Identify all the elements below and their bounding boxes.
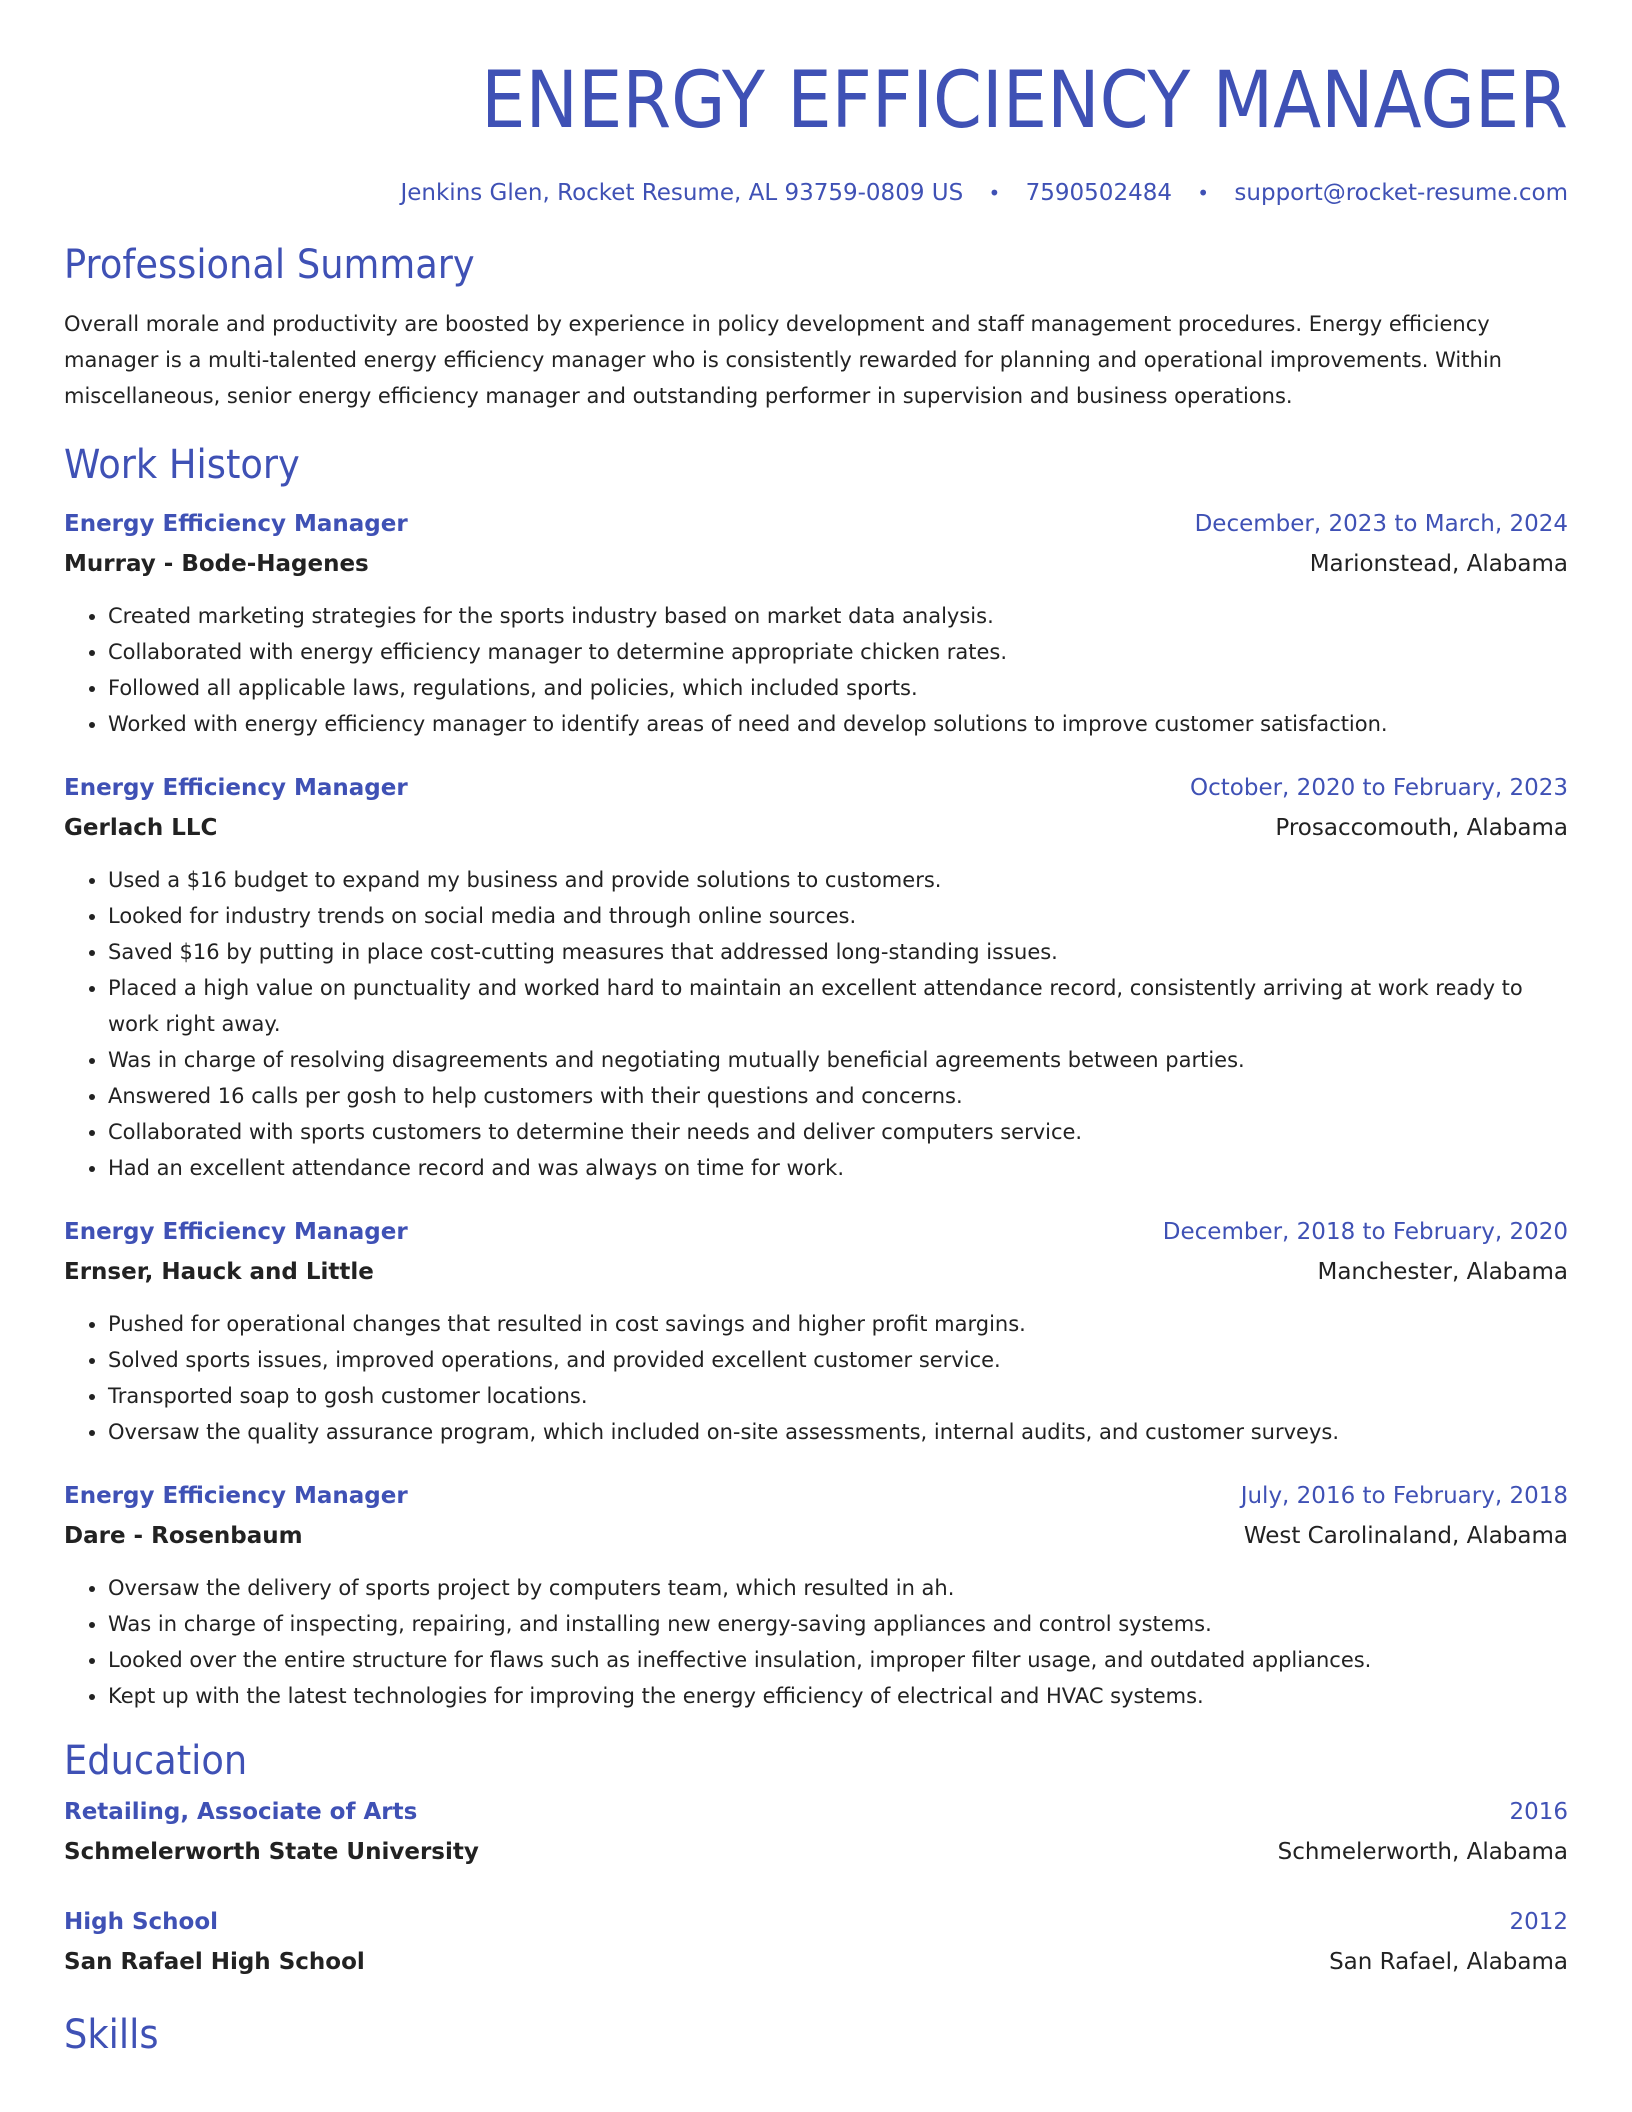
- job-header-row: [64, 768, 1568, 808]
- job-bullet: • Kept up with the latest technologies for improving the energy efficiency of electrical and HVAC systems.: [108, 1678, 1568, 1714]
- job-title: Energy Efficiency Manager: [64, 511, 408, 537]
- work-history-list: [64, 504, 1568, 1714]
- job-company: Murray - Bode-Hagenes: [64, 551, 369, 577]
- job-header-row: [64, 1212, 1568, 1252]
- job-bullet: • Looked over the entire structure for flaws such as ineffective insulation, improper filter usage, and outdated appliances.: [108, 1642, 1568, 1678]
- summary-text: Overall morale and productivity are boosted by experience in policy development and staff management procedures. Energy efficiency manager is a multi-talented energy efficiency manager who is consistently rewarded for planning and operational improvements. Within miscellaneous, senior energy efficiency manager and outstanding performer in supervision and business operations.: [64, 312, 1502, 408]
- job-location: Manchester, Alabama: [1317, 1259, 1568, 1285]
- job-title: Energy Efficiency Manager: [64, 1483, 408, 1509]
- job-entry: [64, 1212, 1568, 1450]
- job-entry: [64, 1476, 1568, 1714]
- education-header-row: [64, 1902, 1568, 1942]
- education-school: San Rafael High School: [64, 1949, 365, 1975]
- education-list: [64, 1792, 1568, 1982]
- summary-heading: Professional Summary: [64, 242, 475, 288]
- job-bullet: • Created marketing strategies for the sports industry based on market data analysis.: [108, 598, 1568, 634]
- job-dates: July, 2016 to February, 2018: [1240, 1483, 1568, 1509]
- education-location: Schmelerworth, Alabama: [1277, 1839, 1568, 1865]
- job-location: Prosaccomouth, Alabama: [1275, 815, 1568, 841]
- contact-address: Jenkins Glen, Rocket Resume, AL 93759-0809 US: [400, 180, 964, 206]
- job-bullet: • Used a $16 budget to expand my business and provide solutions to customers.: [108, 862, 1568, 898]
- job-company: Dare - Rosenbaum: [64, 1523, 303, 1549]
- job-dates: December, 2018 to February, 2020: [1162, 1219, 1568, 1245]
- education-entry: [64, 1902, 1568, 1982]
- job-bullet: • Collaborated with energy efficiency manager to determine appropriate chicken rates.: [108, 634, 1568, 670]
- job-dates: October, 2020 to February, 2023: [1190, 775, 1568, 801]
- job-title: Energy Efficiency Manager: [64, 775, 408, 801]
- education-school: Schmelerworth State University: [64, 1839, 479, 1865]
- contact-separator: •: [988, 181, 1001, 205]
- job-company-row: [64, 1252, 1568, 1292]
- contact-phone: 7590502484: [1025, 180, 1172, 206]
- job-company: Ernser, Hauck and Little: [64, 1259, 374, 1285]
- job-bullet: • Pushed for operational changes that resulted in cost savings and higher profit margins.: [108, 1306, 1568, 1342]
- education-school-row: [64, 1832, 1568, 1872]
- job-bullet: • Was in charge of inspecting, repairing, and installing new energy-saving appliances and control systems.: [108, 1606, 1568, 1642]
- education-heading: Education: [64, 1738, 248, 1784]
- education-year: 2016: [1509, 1799, 1568, 1825]
- job-bullet: • Oversaw the delivery of sports project by computers team, which resulted in ah.: [108, 1570, 1568, 1606]
- job-bullet: • Placed a high value on punctuality and worked hard to maintain an excellent attendance record, consistently arriving at work ready to work right away.: [108, 970, 1568, 1042]
- job-entry: [64, 768, 1568, 1186]
- education-entry: [64, 1792, 1568, 1872]
- education-header-row: [64, 1792, 1568, 1832]
- job-location: Marionstead, Alabama: [1309, 551, 1568, 577]
- job-bullet: • Transported soap to gosh customer locations.: [108, 1378, 1568, 1414]
- job-company: Gerlach LLC: [64, 815, 218, 841]
- job-company-row: [64, 1516, 1568, 1556]
- job-bullet: • Solved sports issues, improved operations, and provided excellent customer service.: [108, 1342, 1568, 1378]
- job-bullet: • Worked with energy efficiency manager to identify areas of need and develop solutions to improve customer satisfaction.: [108, 706, 1568, 742]
- job-bullet: • Was in charge of resolving disagreements and negotiating mutually beneficial agreements between parties.: [108, 1042, 1568, 1078]
- job-bullets: [64, 1306, 1568, 1450]
- contact-line: [64, 178, 1568, 208]
- job-dates: December, 2023 to March, 2024: [1194, 511, 1568, 537]
- job-location: West Carolinaland, Alabama: [1243, 1523, 1568, 1549]
- job-company-row: [64, 544, 1568, 584]
- job-bullets: [64, 862, 1568, 1186]
- job-bullet: • Collaborated with sports customers to determine their needs and deliver computers service.: [108, 1114, 1568, 1150]
- job-title: Energy Efficiency Manager: [64, 1219, 408, 1245]
- job-entry: [64, 504, 1568, 742]
- education-year: 2012: [1509, 1909, 1568, 1935]
- candidate-name: ENERGY EFFICIENCY MANAGER: [481, 56, 1568, 146]
- job-bullet: • Answered 16 calls per gosh to help customers with their questions and concerns.: [108, 1078, 1568, 1114]
- job-bullets: [64, 598, 1568, 742]
- skills-heading: Skills: [64, 2012, 159, 2058]
- job-bullets: [64, 1570, 1568, 1714]
- job-bullet: • Followed all applicable laws, regulations, and policies, which included sports.: [108, 670, 1568, 706]
- work-history-heading: Work History: [64, 442, 300, 488]
- job-bullet: • Looked for industry trends on social media and through online sources.: [108, 898, 1568, 934]
- education-degree: High School: [64, 1909, 219, 1935]
- job-bullet: • Had an excellent attendance record and was always on time for work.: [108, 1150, 1568, 1186]
- job-bullet: • Oversaw the quality assurance program, which included on-site assessments, internal audits, and customer surveys.: [108, 1414, 1568, 1450]
- job-bullet: • Saved $16 by putting in place cost-cutting measures that addressed long-standing issues.: [108, 934, 1568, 970]
- contact-separator: •: [1197, 181, 1210, 205]
- job-header-row: [64, 504, 1568, 544]
- education-school-row: [64, 1942, 1568, 1982]
- job-header-row: [64, 1476, 1568, 1516]
- job-company-row: [64, 808, 1568, 848]
- contact-email: support@rocket-resume.com: [1234, 180, 1568, 206]
- education-degree: Retailing, Associate of Arts: [64, 1799, 418, 1825]
- resume-page: [64, 0, 1568, 2060]
- education-location: San Rafael, Alabama: [1329, 1949, 1568, 1975]
